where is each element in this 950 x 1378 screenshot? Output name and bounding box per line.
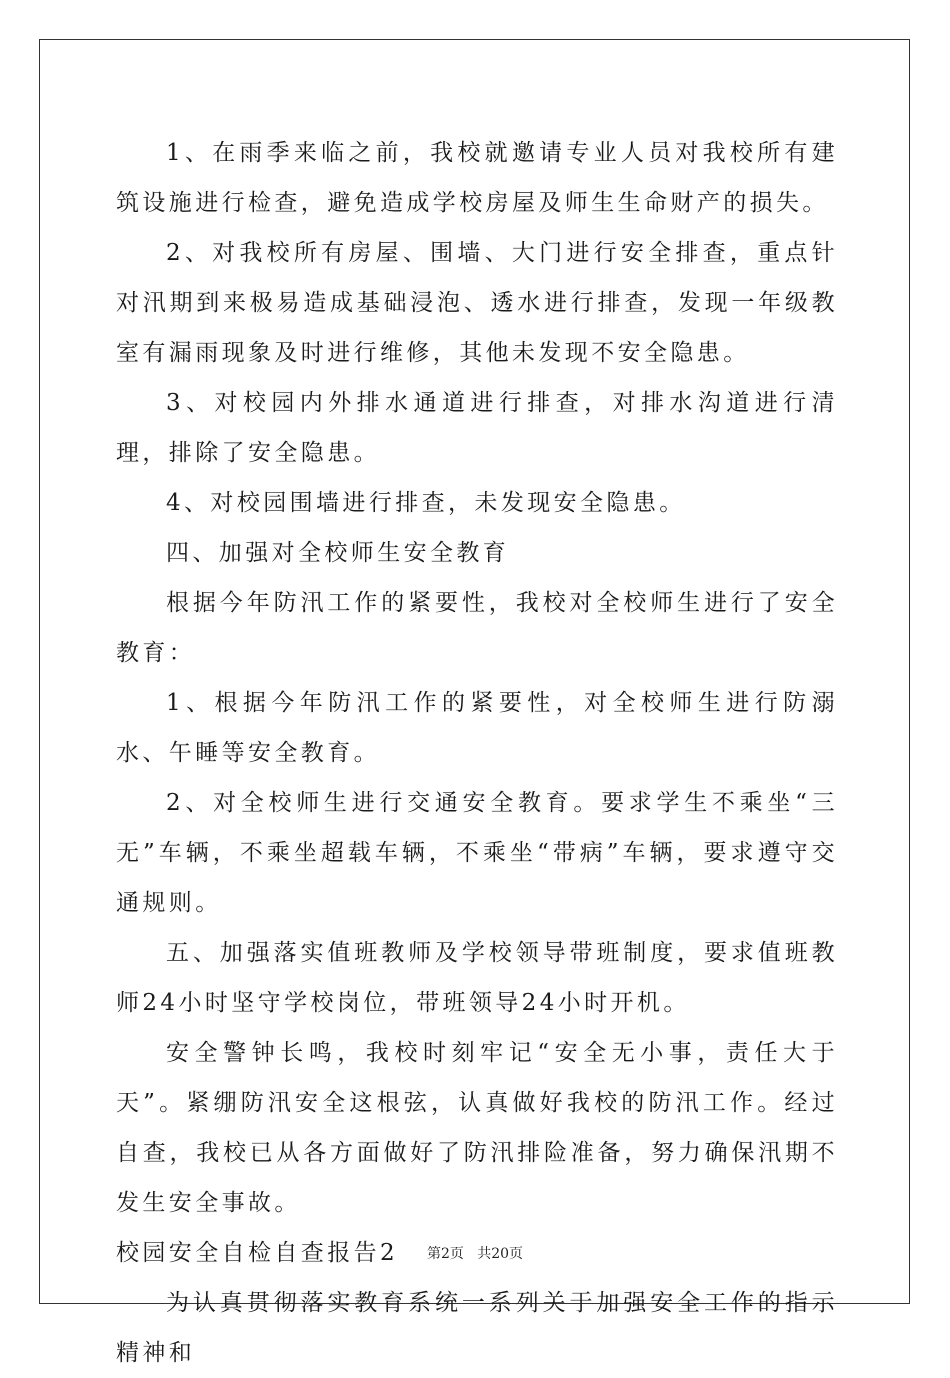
paragraph-6: 1、根据今年防汛工作的紧要性，对全校师生进行防溺水、午睡等安全教育。 bbox=[116, 690, 838, 766]
document-body bbox=[116, 128, 838, 1378]
section-heading-4: 四、加强对全校师生安全教育 bbox=[166, 540, 510, 566]
paragraph-2: 2、对我校所有房屋、围墙、大门进行安全排查，重点针对汛期到来极易造成基础浸泡、透水进行排查，发现一年级教室有漏雨现象及时进行维修，其他未发现不安全隐患。 bbox=[116, 240, 838, 366]
page-number-footer: 第2页 共20页 bbox=[426, 1246, 524, 1262]
section-heading-5: 五、加强落实值班教师及学校领导带班制度，要求值班教师24小时坚守学校岗位，带班领导24小时开机。 bbox=[116, 940, 838, 1016]
paragraph-1: 1、在雨季来临之前，我校就邀请专业人员对我校所有建筑设施进行检查，避免造成学校房屋及师生生命财产的损失。 bbox=[116, 140, 838, 216]
paragraph-4: 4、对校园围墙进行排查，未发现安全隐患。 bbox=[166, 490, 686, 516]
report-title: 校园安全自检自查报告2 bbox=[116, 1240, 399, 1266]
paragraph-5: 根据今年防汛工作的紧要性，我校对全校师生进行了安全教育： bbox=[116, 590, 838, 666]
paragraph-9: 为认真贯彻落实教育系统一系列关于加强安全工作的指示精神和 bbox=[116, 1290, 838, 1366]
paragraph-7: 2、对全校师生进行交通安全教育。要求学生不乘坐“三无”车辆，不乘坐超载车辆，不乘坐“带病”车辆，要求遵守交通规则。 bbox=[116, 790, 838, 916]
paragraph-8: 安全警钟长鸣，我校时刻牢记“安全无小事，责任大于天”。紧绷防汛安全这根弦，认真做好我校的防汛工作。经过自查，我校已从各方面做好了防汛排险准备，努力确保汛期不发生安全事故。 bbox=[116, 1040, 838, 1216]
paragraph-3: 3、对校园内外排水通道进行排查，对排水沟道进行清理，排除了安全隐患。 bbox=[116, 390, 838, 466]
